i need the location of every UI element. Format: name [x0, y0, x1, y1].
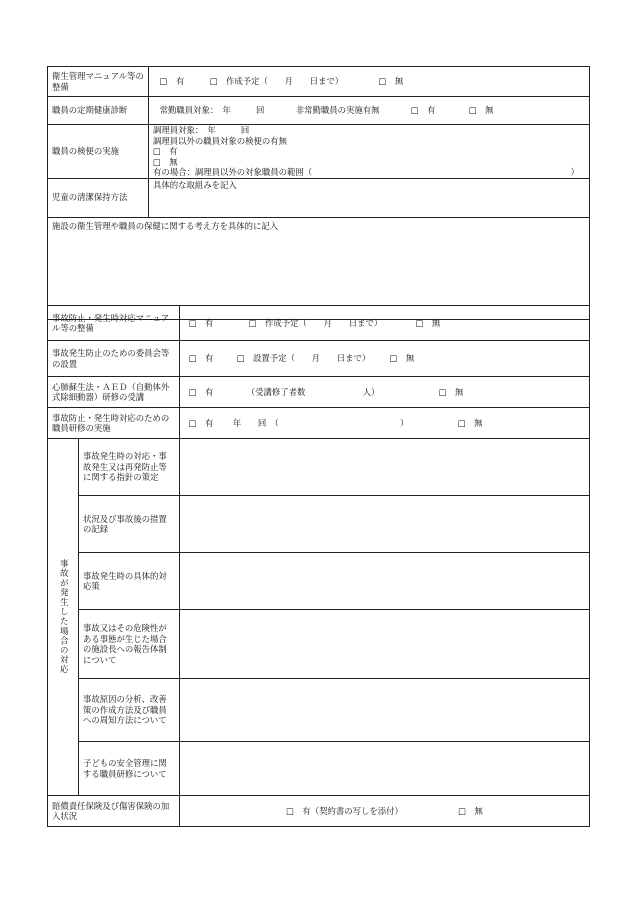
item-label: 事故発生時の対応・事故発生又は再発防止等に関する指針の策定: [79, 439, 180, 496]
yes-checkbox[interactable]: □ 有: [188, 417, 214, 428]
row-label: 心肺蘇生法・ＡＥＤ（自動体外式除細動器）研修の受講: [48, 377, 180, 408]
row-options: [180, 377, 590, 408]
hygiene-table: [47, 66, 590, 320]
no-checkbox[interactable]: □ 無: [378, 76, 404, 87]
yes-checkbox[interactable]: □ 有: [410, 105, 436, 116]
row-label: 職員の検便の実施: [48, 125, 149, 179]
accident-item-row: [48, 742, 590, 796]
regular-staff-count: 常勤職員対象： 年 回: [159, 105, 265, 116]
accident-item-row: [48, 439, 590, 496]
row-label: 事故発生防止のための委員会等の設置: [48, 341, 180, 377]
no-checkbox[interactable]: □ 無: [458, 805, 483, 816]
trainee-unit: 人）: [362, 386, 380, 397]
policy-row: [48, 217, 590, 319]
item-label: 子どもの安全管理に関する職員研修について: [79, 742, 180, 796]
other-staff-line: 調理員以外の職員対象の検便の有無 □ 有 □ 無: [153, 135, 287, 167]
insurance-row: [48, 796, 590, 827]
row-options: [149, 97, 590, 125]
accident-item-row: [48, 679, 590, 742]
aed-row: [48, 377, 590, 408]
item-input[interactable]: [180, 553, 590, 610]
item-input[interactable]: [180, 496, 590, 553]
no-checkbox[interactable]: □ 無: [389, 353, 415, 364]
item-input[interactable]: [180, 742, 590, 796]
row-label: 衛生管理マニュアル等の整備: [48, 67, 149, 97]
toy-cleanliness-row: [48, 178, 590, 217]
stool-test-row: [48, 125, 590, 179]
row-label: 職員の定期健康診断: [48, 97, 149, 125]
health-check-row: [48, 97, 590, 125]
row-options: [180, 341, 590, 377]
training-frequency: 年 回 （: [232, 417, 279, 428]
yes-checkbox[interactable]: □ 有（契約書の写しを添付）: [286, 805, 403, 816]
row-label: 賠償責任保険及び傷害保険の加入状況: [48, 796, 180, 827]
accident-item-row: [48, 610, 590, 679]
plan-checkbox[interactable]: □ 作成予定（ 月 日まで）: [248, 317, 383, 328]
non-regular-label: 非常勤職員の実施有無: [295, 105, 380, 116]
row-options: [180, 796, 590, 827]
no-checkbox[interactable]: □ 無: [457, 417, 483, 428]
accident-manual-row: [48, 306, 590, 341]
item-input[interactable]: [180, 610, 590, 679]
plan-checkbox[interactable]: □ 設置予定（ 月 日まで）: [236, 353, 371, 364]
toy-note[interactable]: 具体的な取組みを記入: [149, 178, 590, 217]
yes-checkbox[interactable]: □ 有: [188, 386, 214, 397]
hygiene-manual-row: [48, 67, 590, 97]
item-input[interactable]: [180, 679, 590, 742]
accident-table: [47, 305, 590, 827]
no-checkbox[interactable]: □ 無: [153, 156, 178, 167]
accident-item-row: [48, 553, 590, 610]
item-label: 事故又はその危険性がある事態が生じた場合の施設長への報告体制について: [79, 610, 180, 679]
item-input[interactable]: [180, 439, 590, 496]
row-label: 事故防止・発生時対応マニュアル等の整備: [48, 306, 180, 341]
accident-item-row: [48, 496, 590, 553]
yes-checkbox[interactable]: □ 有: [159, 76, 185, 87]
cook-staff-count: 調理員対象： 年 回: [153, 125, 250, 135]
yes-checkbox[interactable]: □ 有: [188, 317, 214, 328]
row-label: 児童の清潔保持方法: [48, 178, 149, 217]
plan-checkbox[interactable]: □ 作成予定（ 月 日まで）: [209, 76, 344, 87]
yes-checkbox[interactable]: □ 有: [188, 353, 214, 364]
no-checkbox[interactable]: □ 無: [438, 386, 464, 397]
item-label: 事故原因の分析、改善策の作成方法及び職員への周知方法について: [79, 679, 180, 742]
row-options: [149, 125, 590, 179]
no-checkbox[interactable]: □ 無: [415, 317, 441, 328]
training-close: ）: [400, 417, 409, 428]
row-label: 事故防止・発生時対応のための職員研修の実施: [48, 408, 180, 439]
range-line: 有の場合：調理員以外の対象職員の範囲（ ）: [153, 167, 579, 177]
no-checkbox[interactable]: □ 無: [468, 105, 494, 116]
row-options: [180, 306, 590, 341]
policy-note[interactable]: 施設の衛生管理や職員の保健に関する考え方を具体的に記入: [48, 217, 590, 319]
yes-checkbox[interactable]: □ 有: [153, 146, 178, 156]
committee-row: [48, 341, 590, 377]
trainee-count: （受講修了者数: [246, 386, 306, 397]
row-options: [180, 408, 590, 439]
staff-training-row: [48, 408, 590, 439]
item-label: 状況及び事故後の措置の記録: [79, 496, 180, 553]
accident-response-group-label: 事故が発生した場合の対応: [48, 439, 79, 796]
row-options: [149, 67, 590, 97]
item-label: 事故発生時の具体的対応策: [79, 553, 180, 610]
